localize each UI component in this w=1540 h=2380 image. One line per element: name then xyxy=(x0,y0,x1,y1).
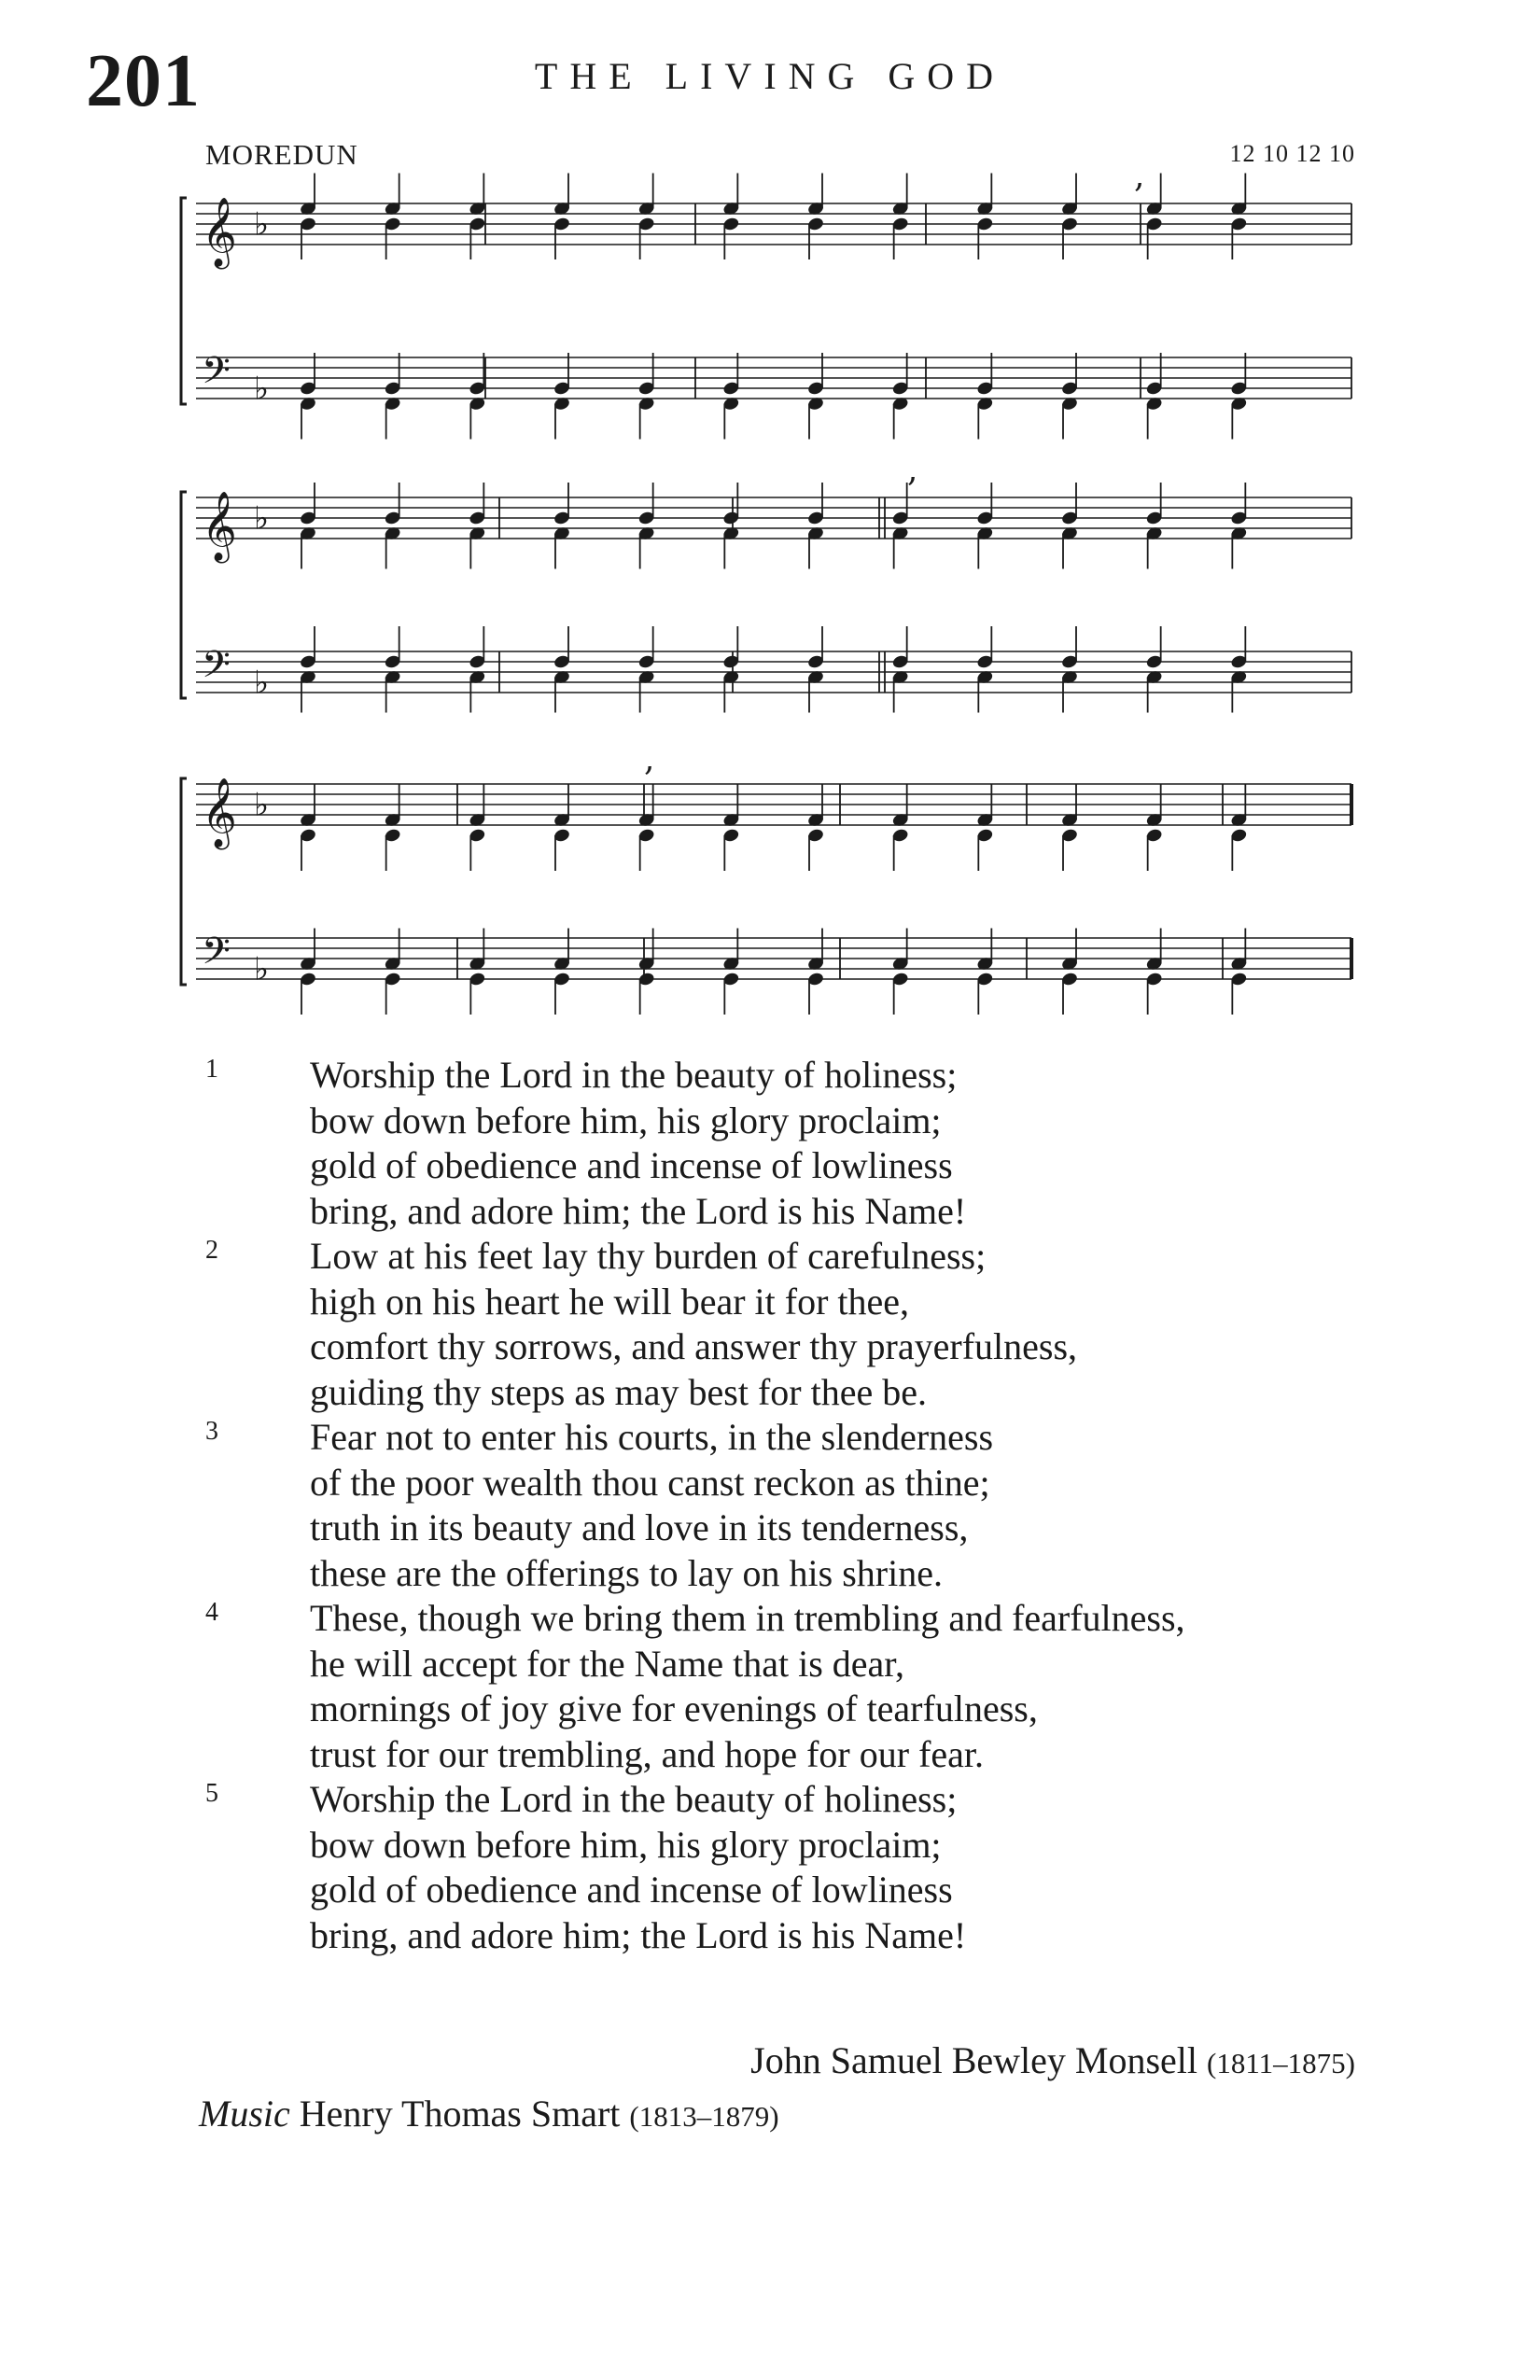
composer-dates: (1813–1879) xyxy=(629,2100,779,2133)
bass-clef: 𝄢 xyxy=(202,643,231,695)
treble-clef: 𝄞 xyxy=(202,492,237,561)
verse xyxy=(205,1596,1419,1777)
flat-sign: ♭ xyxy=(254,664,270,702)
author-name: John Samuel Bewley Monsell xyxy=(750,2039,1197,2081)
verse-line: these are the offerings to lay on his shrine. xyxy=(310,1551,943,1594)
verse-line: gold of obedience and incense of lowliness xyxy=(310,1144,953,1186)
score-systems xyxy=(181,157,1351,1015)
verse-line: of the poor wealth thou canst reckon as thine; xyxy=(310,1461,990,1504)
system-bracket xyxy=(181,492,187,698)
author-credit xyxy=(750,2038,1355,2082)
verse xyxy=(205,1415,1419,1596)
treble-clef: 𝄞 xyxy=(202,198,237,267)
verse-number: 2 xyxy=(205,1236,218,1265)
verse-line: truth in its beauty and love in its tenderness, xyxy=(310,1506,969,1548)
music-score xyxy=(0,0,1540,1073)
verse-line: bow down before him, his glory proclaim; xyxy=(310,1823,942,1866)
verse-number: 3 xyxy=(205,1417,218,1446)
system-bracket xyxy=(181,198,187,404)
verse-line: mornings of joy give for evenings of tearfulness, xyxy=(310,1687,1038,1729)
verse-line: high on his heart he will bear it for thee, xyxy=(310,1280,910,1323)
verse-line: bow down before him, his glory proclaim; xyxy=(310,1099,942,1141)
verses xyxy=(205,1053,1419,1958)
verse xyxy=(205,1777,1419,1958)
bass-clef: 𝄢 xyxy=(202,930,231,982)
treble-clef: 𝄞 xyxy=(202,778,237,847)
system-bracket xyxy=(181,778,187,985)
bass-clef: 𝄢 xyxy=(202,349,231,401)
verse-line: Worship the Lord in the beauty of holiness; xyxy=(310,1054,958,1096)
flat-sign: ♭ xyxy=(254,370,270,408)
verse-line: trust for our trembling, and hope for our fear. xyxy=(310,1732,985,1775)
breath-mark: , xyxy=(1134,157,1145,195)
composer-credit xyxy=(199,2092,779,2135)
composer-name: Henry Thomas Smart xyxy=(299,2093,621,2135)
breath-mark: , xyxy=(644,740,655,778)
tune-name: MOREDUN xyxy=(205,138,358,171)
hymn-number: 201 xyxy=(86,40,201,122)
verse xyxy=(205,1234,1419,1415)
flat-sign: ♭ xyxy=(254,950,270,988)
verse-line: Worship the Lord in the beauty of holiness; xyxy=(310,1778,958,1820)
verse-line: guiding thy steps as may best for thee be. xyxy=(310,1370,927,1413)
verse-number: 1 xyxy=(205,1055,218,1084)
music-label: Music xyxy=(199,2093,290,2135)
meter: 12 10 12 10 xyxy=(1229,140,1355,167)
verse-line: These, though we bring them in trembling and fearfulness, xyxy=(310,1597,1185,1639)
flat-sign: ♭ xyxy=(254,205,270,244)
section-title: THE LIVING GOD xyxy=(534,55,1006,97)
verse-line: Fear not to enter his courts, in the slenderness xyxy=(310,1416,994,1458)
verse xyxy=(205,1053,1419,1234)
verse-number: 4 xyxy=(205,1598,218,1627)
author-dates: (1811–1875) xyxy=(1207,2047,1355,2079)
verse-line: he will accept for the Name that is dear, xyxy=(310,1642,905,1685)
verse-number: 5 xyxy=(205,1779,218,1808)
verse-line: bring, and adore him; the Lord is his Name! xyxy=(310,1913,967,1956)
flat-sign: ♭ xyxy=(254,499,270,538)
breath-mark: , xyxy=(907,451,918,489)
verse-line: Low at his feet lay thy burden of carefulness; xyxy=(310,1235,987,1277)
verse-line: gold of obedience and incense of lowliness xyxy=(310,1869,953,1911)
verse-line: bring, and adore him; the Lord is his Name! xyxy=(310,1189,967,1232)
flat-sign: ♭ xyxy=(254,786,270,824)
verse-line: comfort thy sorrows, and answer thy prayerfulness, xyxy=(310,1325,1078,1367)
